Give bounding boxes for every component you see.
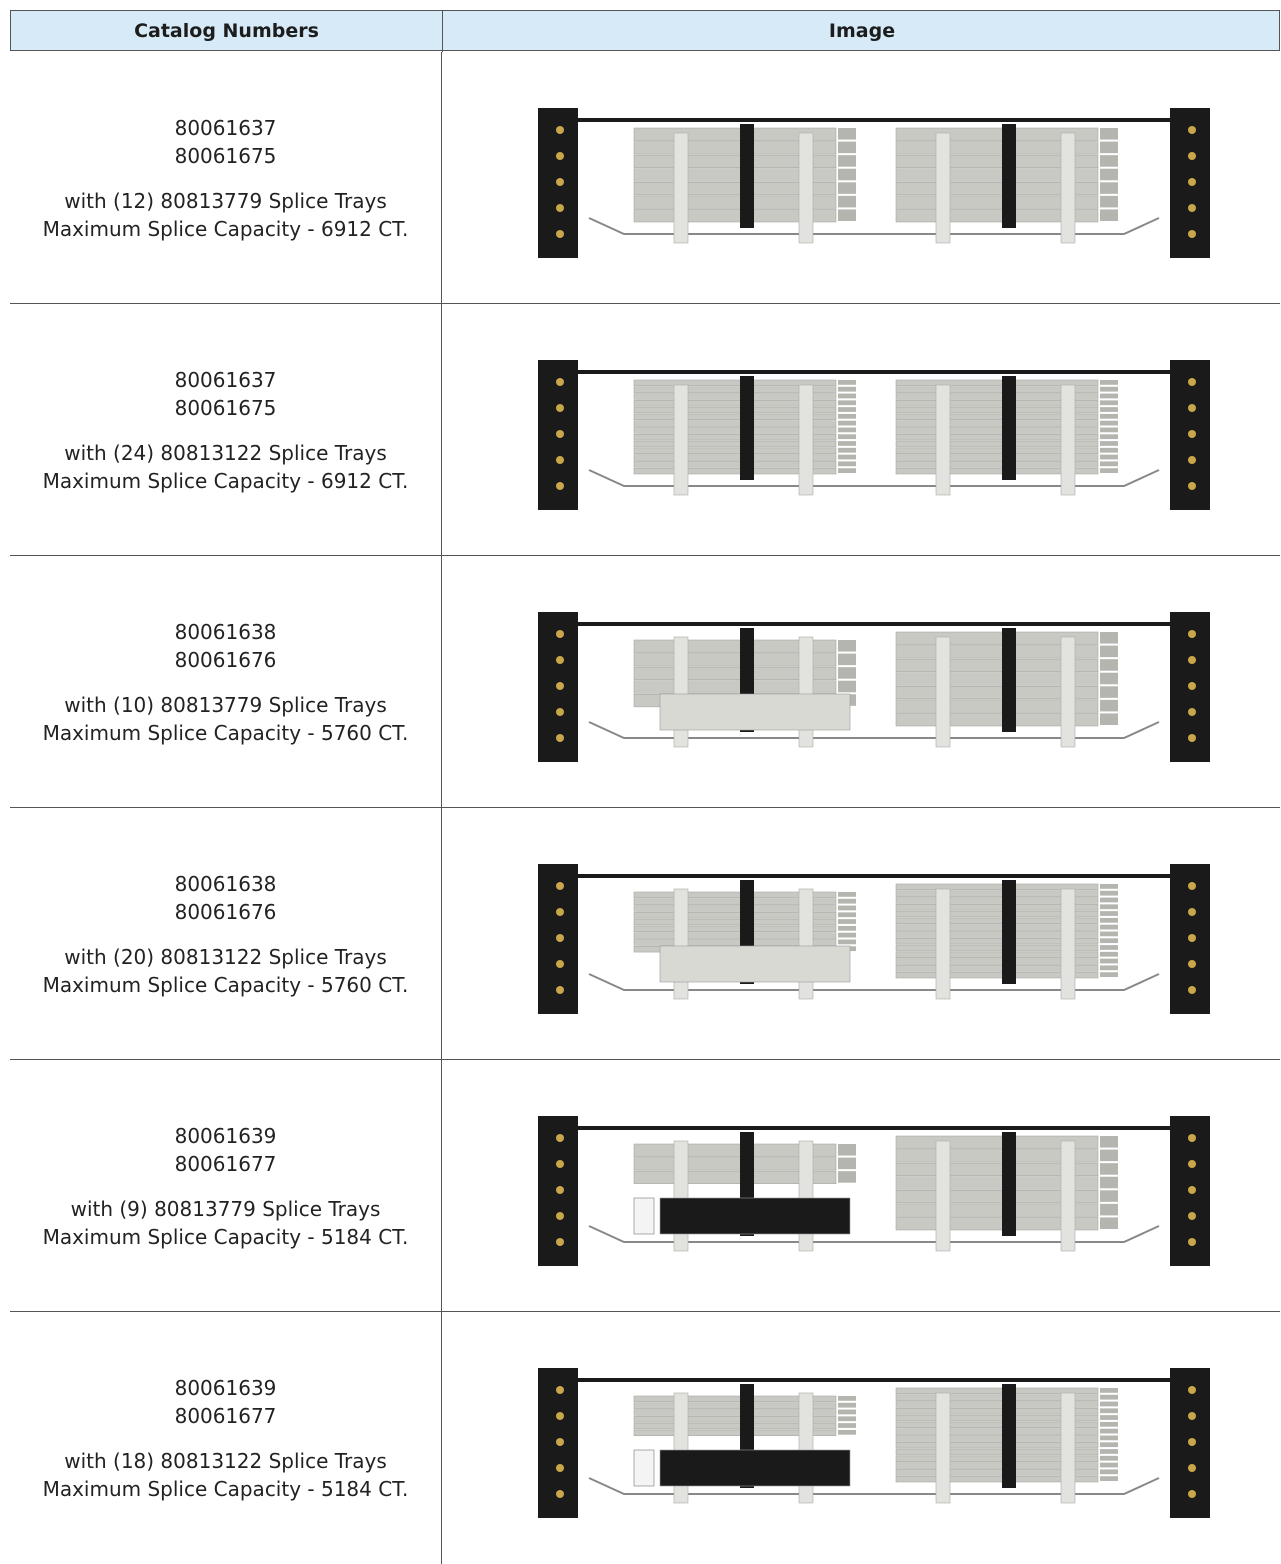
tray-comb <box>838 1403 856 1408</box>
catalog-cell <box>10 1312 441 1564</box>
tray-comb <box>1100 925 1118 930</box>
vertical-strap <box>1061 1393 1075 1503</box>
bracket-bolt <box>556 682 564 690</box>
tray-comb <box>838 1171 856 1183</box>
splice-trays-text: with (18) 80813122 Splice Trays <box>64 1448 387 1473</box>
bracket-bolt <box>1188 708 1196 716</box>
black-band <box>1002 880 1016 984</box>
splice-trays-text: with (9) 80813779 Splice Trays <box>70 1196 381 1221</box>
tray-comb <box>1100 1190 1118 1202</box>
tray-comb <box>838 209 856 221</box>
tray-comb <box>1100 1476 1118 1481</box>
splice-frame-illustration <box>534 864 1214 1016</box>
bracket-bolt <box>556 230 564 238</box>
vertical-strap <box>1061 1141 1075 1251</box>
column-divider <box>441 808 442 1060</box>
lower-module-panel <box>634 1450 654 1486</box>
bracket-bolt <box>1188 1412 1196 1420</box>
tray-comb <box>1100 898 1118 903</box>
bracket-bolt <box>1188 986 1196 994</box>
table-row <box>10 304 1280 556</box>
table-row <box>10 1312 1280 1564</box>
bracket-bolt <box>1188 456 1196 464</box>
vertical-strap <box>674 385 688 495</box>
tray-comb <box>1100 1429 1118 1434</box>
catalog-number-1: 80061637 <box>174 367 277 392</box>
tray-comb <box>838 640 856 652</box>
tray-comb <box>838 1144 856 1156</box>
vertical-strap <box>1061 889 1075 999</box>
tray-comb <box>1100 646 1118 658</box>
bracket-bolt <box>1188 1160 1196 1168</box>
bracket-bolt <box>556 178 564 186</box>
tray-comb <box>1100 155 1118 167</box>
bracket-bolt <box>556 960 564 968</box>
bracket-bolt <box>556 1490 564 1498</box>
column-divider <box>441 1060 442 1312</box>
splice-trays-text: with (12) 80813779 Splice Trays <box>64 188 387 213</box>
bracket-bolt <box>556 1412 564 1420</box>
bracket-bolt <box>1188 1464 1196 1472</box>
tray-comb <box>838 407 856 412</box>
top-rod <box>574 1126 1174 1130</box>
tray-comb <box>838 1430 856 1435</box>
bracket-bolt <box>556 708 564 716</box>
black-band <box>740 376 754 480</box>
tray-comb <box>1100 972 1118 977</box>
bracket-bolt <box>556 430 564 438</box>
tray-comb <box>1100 1395 1118 1400</box>
tray-comb <box>1100 965 1118 970</box>
column-divider <box>441 1312 442 1564</box>
tray-comb <box>1100 1469 1118 1474</box>
tray-comb <box>838 434 856 439</box>
vertical-strap <box>799 385 813 495</box>
tray-comb <box>838 128 856 140</box>
catalog-number-1: 80061639 <box>174 1123 277 1148</box>
tray-comb <box>1100 448 1118 453</box>
product-image <box>534 1116 1214 1268</box>
catalog-number-2: 80061677 <box>174 1403 277 1428</box>
tray-comb <box>1100 455 1118 460</box>
tray-comb <box>1100 918 1118 923</box>
tray-comb <box>1100 128 1118 140</box>
bracket-bolt <box>1188 1490 1196 1498</box>
catalog-cell <box>10 808 441 1060</box>
top-rod <box>574 370 1174 374</box>
tray-comb <box>1100 400 1118 405</box>
bracket-bolt <box>556 986 564 994</box>
tray-comb <box>1100 932 1118 937</box>
tray-comb <box>838 380 856 385</box>
tray-comb <box>1100 911 1118 916</box>
bracket-bolt <box>556 126 564 134</box>
vertical-strap <box>674 1141 688 1251</box>
lower-module <box>660 694 850 730</box>
bracket-bolt <box>556 482 564 490</box>
catalog-number-2: 80061676 <box>174 647 277 672</box>
vertical-strap <box>936 889 950 999</box>
catalog-number-2: 80061676 <box>174 899 277 924</box>
splice-capacity-text: Maximum Splice Capacity - 5184 CT. <box>42 1476 409 1501</box>
bracket-bolt <box>1188 404 1196 412</box>
tray-comb <box>838 940 856 945</box>
product-image <box>534 360 1214 512</box>
vertical-strap <box>674 1393 688 1503</box>
bracket-bolt <box>556 1438 564 1446</box>
bracket-bolt <box>556 204 564 212</box>
tray-comb <box>838 428 856 433</box>
tray-comb <box>838 461 856 466</box>
tray-comb <box>1100 380 1118 385</box>
splice-capacity-text: Maximum Splice Capacity - 6912 CT. <box>42 468 409 493</box>
bracket-bolt <box>1188 734 1196 742</box>
tray-comb <box>838 155 856 167</box>
bracket-bolt <box>556 934 564 942</box>
splice-frame-illustration <box>534 360 1214 512</box>
tray-comb <box>838 169 856 181</box>
splice-capacity-text: Maximum Splice Capacity - 5760 CT. <box>42 720 409 745</box>
tray-comb <box>1100 169 1118 181</box>
bracket-bolt <box>1188 908 1196 916</box>
bracket-bolt <box>556 1212 564 1220</box>
vertical-strap <box>799 637 813 747</box>
catalog-number-1: 80061638 <box>174 619 277 644</box>
product-image <box>534 108 1214 260</box>
vertical-strap <box>1061 133 1075 243</box>
tray-comb <box>838 912 856 917</box>
tray-comb <box>838 455 856 460</box>
bracket-bolt <box>1188 378 1196 386</box>
vertical-strap <box>936 1141 950 1251</box>
tray-comb <box>1100 421 1118 426</box>
black-band <box>1002 628 1016 732</box>
tray-comb <box>1100 1177 1118 1189</box>
bracket-bolt <box>556 1186 564 1194</box>
tray-comb <box>838 906 856 911</box>
bracket-bolt <box>1188 430 1196 438</box>
tray-comb <box>1100 1136 1118 1148</box>
tray-comb <box>838 421 856 426</box>
catalog-number-1: 80061637 <box>174 115 277 140</box>
tray-comb <box>838 667 856 679</box>
tray-comb <box>1100 387 1118 392</box>
bracket-bolt <box>556 882 564 890</box>
bracket-bolt <box>556 1134 564 1142</box>
top-rod <box>574 1378 1174 1382</box>
tray-comb <box>1100 938 1118 943</box>
black-band <box>740 124 754 228</box>
bracket-bolt <box>556 1464 564 1472</box>
bracket-bolt <box>1188 934 1196 942</box>
tray-comb <box>838 182 856 194</box>
bracket-bolt <box>1188 178 1196 186</box>
tray-comb <box>1100 182 1118 194</box>
table-row <box>10 1060 1280 1312</box>
product-image <box>534 1368 1214 1520</box>
product-image <box>534 612 1214 764</box>
bracket-bolt <box>556 734 564 742</box>
bracket-bolt <box>1188 1186 1196 1194</box>
splice-capacity-text: Maximum Splice Capacity - 6912 CT. <box>42 216 409 241</box>
splice-capacity-text: Maximum Splice Capacity - 5184 CT. <box>42 1224 409 1249</box>
tray-comb <box>1100 209 1118 221</box>
vertical-strap <box>674 889 688 999</box>
tray-comb <box>838 441 856 446</box>
tray-comb <box>1100 1163 1118 1175</box>
tray-comb <box>1100 394 1118 399</box>
tray-comb <box>1100 1150 1118 1162</box>
tray-comb <box>1100 632 1118 644</box>
splice-trays-text: with (24) 80813122 Splice Trays <box>64 440 387 465</box>
tray-comb <box>838 1158 856 1170</box>
tray-comb <box>838 142 856 154</box>
bracket-bolt <box>1188 682 1196 690</box>
tray-comb <box>838 1396 856 1401</box>
vertical-strap <box>799 1393 813 1503</box>
header-catalog-numbers: Catalog Numbers <box>134 20 319 42</box>
tray-comb <box>1100 700 1118 712</box>
tray-comb <box>1100 1422 1118 1427</box>
bracket-bolt <box>1188 1438 1196 1446</box>
tray-comb <box>1100 468 1118 473</box>
tray-comb <box>1100 713 1118 725</box>
vertical-strap <box>799 1141 813 1251</box>
splice-frame-illustration <box>534 108 1214 260</box>
vertical-strap <box>936 385 950 495</box>
tray-comb <box>1100 959 1118 964</box>
splice-trays-text: with (20) 80813122 Splice Trays <box>64 944 387 969</box>
bracket-bolt <box>1188 1386 1196 1394</box>
splice-capacity-text: Maximum Splice Capacity - 5760 CT. <box>42 972 409 997</box>
table-header <box>10 10 1280 51</box>
bracket-bolt <box>1188 1212 1196 1220</box>
tray-comb <box>838 1423 856 1428</box>
tray-comb <box>1100 1402 1118 1407</box>
tray-comb <box>838 899 856 904</box>
tray-comb <box>838 892 856 897</box>
tray-comb <box>1100 1442 1118 1447</box>
bracket-bolt <box>556 656 564 664</box>
tray-comb <box>1100 1436 1118 1441</box>
bracket-bolt <box>1188 482 1196 490</box>
column-divider <box>441 52 442 304</box>
tray-comb <box>1100 673 1118 685</box>
tray-comb <box>1100 434 1118 439</box>
tray-comb <box>1100 1204 1118 1216</box>
tray-comb <box>838 387 856 392</box>
catalog-cell <box>10 556 441 808</box>
bracket-bolt <box>1188 1134 1196 1142</box>
tray-comb <box>838 919 856 924</box>
splice-frame-illustration <box>534 612 1214 764</box>
bracket-bolt <box>1188 230 1196 238</box>
splice-frame-illustration <box>534 1116 1214 1268</box>
tray-comb <box>1100 904 1118 909</box>
tray-comb <box>1100 428 1118 433</box>
tray-comb <box>1100 461 1118 466</box>
black-band <box>1002 124 1016 228</box>
tray-comb <box>1100 407 1118 412</box>
catalog-number-1: 80061639 <box>174 1375 277 1400</box>
tray-comb <box>1100 1449 1118 1454</box>
bracket-bolt <box>1188 126 1196 134</box>
tray-comb <box>838 654 856 666</box>
vertical-strap <box>674 637 688 747</box>
bracket-bolt <box>556 152 564 160</box>
tray-comb <box>1100 1388 1118 1393</box>
black-band <box>1002 376 1016 480</box>
vertical-strap <box>1061 385 1075 495</box>
catalog-cell <box>10 52 441 304</box>
black-band <box>1002 1384 1016 1488</box>
column-divider <box>441 304 442 556</box>
header-image: Image <box>828 20 896 42</box>
tray-comb <box>1100 414 1118 419</box>
tray-comb <box>838 400 856 405</box>
bracket-bolt <box>556 1386 564 1394</box>
tray-comb <box>838 394 856 399</box>
tray-comb <box>1100 884 1118 889</box>
bracket-bolt <box>1188 152 1196 160</box>
bracket-bolt <box>1188 204 1196 212</box>
tray-comb <box>1100 952 1118 957</box>
lower-module <box>660 1198 850 1234</box>
tray-comb <box>1100 1463 1118 1468</box>
vertical-strap <box>1061 637 1075 747</box>
table-row <box>10 556 1280 808</box>
tray-comb <box>1100 659 1118 671</box>
bracket-bolt <box>556 404 564 412</box>
splice-frame-illustration <box>534 1368 1214 1520</box>
vertical-strap <box>936 133 950 243</box>
bracket-bolt <box>1188 656 1196 664</box>
top-rod <box>574 622 1174 626</box>
top-rod <box>574 118 1174 122</box>
catalog-number-2: 80061675 <box>174 395 277 420</box>
lower-module <box>660 1450 850 1486</box>
tray-comb <box>838 1410 856 1415</box>
bracket-bolt <box>1188 630 1196 638</box>
tray-comb <box>1100 686 1118 698</box>
bracket-bolt <box>1188 960 1196 968</box>
tray-comb <box>1100 945 1118 950</box>
tray-comb <box>838 1416 856 1421</box>
table-row <box>10 52 1280 304</box>
tray-comb <box>838 681 856 693</box>
tray-comb <box>1100 1456 1118 1461</box>
tray-comb <box>1100 1408 1118 1413</box>
bracket-bolt <box>556 378 564 386</box>
vertical-strap <box>799 889 813 999</box>
product-image <box>534 864 1214 1016</box>
bracket-bolt <box>1188 1238 1196 1246</box>
vertical-strap <box>936 637 950 747</box>
tray-comb <box>838 468 856 473</box>
tray-comb <box>1100 1415 1118 1420</box>
bracket-bolt <box>556 1160 564 1168</box>
black-band <box>1002 1132 1016 1236</box>
top-rod <box>574 874 1174 878</box>
bracket-bolt <box>1188 882 1196 890</box>
bracket-bolt <box>556 908 564 916</box>
catalog-number-2: 80061677 <box>174 1151 277 1176</box>
vertical-strap <box>799 133 813 243</box>
catalog-number-1: 80061638 <box>174 871 277 896</box>
tray-comb <box>838 933 856 938</box>
splice-trays-text: with (10) 80813779 Splice Trays <box>64 692 387 717</box>
bracket-bolt <box>556 1238 564 1246</box>
tray-comb <box>1100 1217 1118 1229</box>
lower-module-panel <box>634 1198 654 1234</box>
tray-comb <box>838 414 856 419</box>
column-divider <box>441 556 442 808</box>
tray-comb <box>1100 891 1118 896</box>
bracket-bolt <box>556 456 564 464</box>
tray-comb <box>838 448 856 453</box>
tray-comb <box>838 926 856 931</box>
tray-comb <box>1100 142 1118 154</box>
catalog-cell <box>10 304 441 556</box>
bracket-bolt <box>556 630 564 638</box>
lower-module <box>660 946 850 982</box>
tray-comb <box>1100 196 1118 208</box>
tray-comb <box>1100 441 1118 446</box>
catalog-cell <box>10 1060 441 1312</box>
vertical-strap <box>936 1393 950 1503</box>
catalog-number-2: 80061675 <box>174 143 277 168</box>
vertical-strap <box>674 133 688 243</box>
table-row <box>10 808 1280 1060</box>
tray-comb <box>838 196 856 208</box>
